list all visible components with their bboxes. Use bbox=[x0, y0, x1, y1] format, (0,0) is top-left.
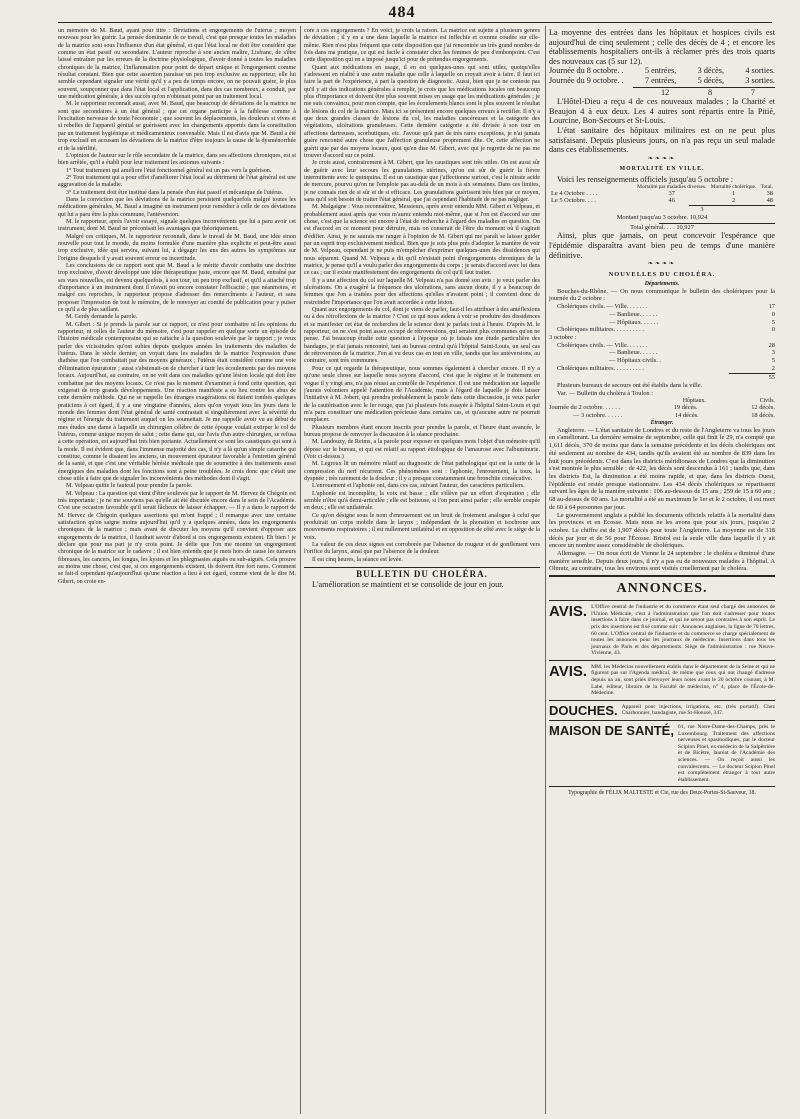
imprint: Typographie de FÉLIX MALTESTE et Cie, rue des Deux-Portes-St-Sauveur, 18. bbox=[568, 790, 756, 797]
mortality-heading: MORTALITÉ EN VILLE. bbox=[619, 165, 705, 172]
paragraph: 2° Tout traitement qui a pour effet d'améliorer l'état local au détriment de l'état général est une aggravation de la maladie. bbox=[58, 174, 296, 189]
ad-douches bbox=[549, 704, 775, 717]
paragraph: Le gouvernement anglais a publié les documents officiels relatifs à la mortalité dans les provinces et en Écosse. Mais nous ne les avons que pour six jours, jusqu'au 2 octobre. Le chiffre est de 1,907 décès pour toute l'Angleterre. La moyenne est de 318 décès par jour et de 56 pour l'Écosse. Bristol est la seule ville dans laquelle il y ait encore un nombre assez considérable de cholériques. bbox=[549, 511, 775, 550]
table-header-row: Mortalité par maladies diverses. Mortalité cholérique. Total. bbox=[637, 184, 773, 191]
mortality-total: Total général. . . . 10,927 bbox=[630, 223, 694, 231]
table-row: Journée du 2 octobre. . . . . . 19 décès. 12 décès. bbox=[549, 404, 775, 412]
paragraph: 3° Le traitement doit être institué dans la pensée d'un état passif et mécanique de l'utérus. bbox=[66, 189, 284, 196]
bdr-table-1 bbox=[549, 303, 775, 334]
table-row: Cholériques civils. — Ville. . . . . . . 17 bbox=[557, 303, 775, 311]
paragraph: Ainsi, plus que jamais, on peut concevoir l'espérance que l'épidémie disparaîtra avant bien peu de temps d'une manière définitive. bbox=[549, 231, 775, 260]
paragraph: M. Velpeau quitte le fauteuil pour prendre la parole. bbox=[66, 483, 193, 490]
bdr-table-2 bbox=[549, 342, 775, 373]
paragraph: L'opinion de l'auteur sur le rôle secondaire de la matrice, dans ses affections chroniques, est si bien arrêtée, qu'il a établi pour leur traitement les axiomes suivants : bbox=[58, 152, 296, 167]
paragraph: Il y a une affection du col sur laquelle M. Velpeau n'a pas donné son avis : je veux parler des ulcérations. On a exagéré la fréquence des ulcérations, sans aucun doute, il y a beaucoup de femmes que l'on a traitées pour des affections qu'elles n'avaient point ; il convient donc de restreindre l'importance que l'on avait accordée à cette lésion. bbox=[304, 277, 540, 306]
paragraph: L'Hôtel-Dieu a reçu 4 de ces nouveaux malades ; la Charité et Beaujon 4 à eux deux. Les 4 autres sont répartis entre la Pitié, Lourcine, Bon-Secours et St-Louis. bbox=[549, 97, 775, 126]
paragraph: Plusieurs bureaux de secours ont été établis dans la ville. bbox=[557, 382, 703, 390]
paragraph: M. Landouzy, de Reims, a la parole pour exposer en quelques mots l'objet d'un mémoire qu'il dépose sur le bureau, et qui est relatif au rapport étiologique de l'amaurose avec l'albuminurie. (Voir ci-dessus.) bbox=[304, 439, 540, 460]
mortality-montant: Montant jusqu'au 3 octobre. 10,924 bbox=[616, 213, 708, 221]
paragraph: M. Malgaigne : Vous reconnaîtrez, Messieurs, après avoir entendu MM. Gibert et Velpeau, et probablement aussi après que vous m'aurez entendu moi-même, que si l'on est d'accord sur une chose, c'est que la science est encore à l'état de recherche à l'égard des maladies en question. On est d'accord en ce moment pour détruire, mais on conserait de l'être du moment où il s'agirait d'édifier. Ainsi, je ne saurais me ranger à l'opinion de M. Gibert qui me paraît se laisser guider par un esprit trop exclusivement médical. Bien que je sois plus près d'adopter la manière de voir de M. Velpeau, cependant je ne puis m'empêcher d'exprimer quelques-unes des dissidences qui nous séparent. Quand M. Velpeau a dit qu'il n'existait point d'engorgements chroniques de la matrice, je pense qu'il a voulu parler des engorgements du corps ; je serais d'accord avec lui dans ce cas ; car il existe manifestement des engorgements du col qu'il faut traiter. bbox=[304, 204, 540, 277]
column-1 bbox=[58, 28, 296, 1116]
paragraph: L'état sanitaire des hôpitaux militaires est on ne peut plus satisfaisant. Depuis plusieurs jours, on n'a pas reçu un seul malade dans ces établissements. bbox=[549, 125, 775, 155]
paragraph: M. Gibert : Si je prends la parole sur ce rapport, ce n'est pour combattre ni les opinions du rapporteur, ni celles de l'auteur du mémoire, c'est pour rappeler en quelque sorte un épisode de l'histoire médicale contemporaine qui se rattache à la question soulevée par le rapport ; je veux parler des vicissitudes qu'ont subies depuis quelques années les traitements des maladies de l'utérus. Dans le siècle dernier, on voyait dans les maladies de la matrice l'expression d'une diathèse que l'on combattait par des moyens généraux ; l'utérus était considéré comme une voie d'élimination épuratoire ; aussi s'abstenait-on de chercher à tarir les écoulements par des moyens locaux. Aujourd'hui, au contraire, on ne voit dans ces maladies qu'une lésion locale qui doit être combattue par des moyens locaux. Ce n'est pas le moment d'examiner à fond cette question, qui exigerait de trop grands développements. Une réaction manifeste a eu lieu contre les abus de cette dernière méthode. Qui ne se rappelle les étranges exagérations où étaient tombés quelques praticiens à cet égard, il y a une vingtaine d'années, alors qu'on voyait tous les jours dans le monde des femmes dont l'état général de santé contrastait si singulièrement avec la sévérité du régime et l'énergie du traitement auquel on les soumettait. Je me rappelle avoir vu au début de mes études une dame à laquelle un chirurgien célèbre de cette époque voulait extirper le col de l'utérus, comme unique moyen de salut ; cette dame qui, sur l'avis d'un autre chirurgien, se refusa à cette opération, est aujourd'hui très bien portante. Actuellement ce sont les caustiques qui sont à la mode. Il est évident que, dans l'immense majorité des cas, il n'y a là qu'un simple catarrhe qui constitue, comme le disaient les anciens, un mouvement épurateur favorable à l'entretien général de la santé, et que c'est une véritable hérésie médicale que de soumettre à des traitements aussi énergiques des maladies dont les fonctions sont à peine troublées. Je crois donc que c'était une chose utile à faire que de signaler les inconvénients des méthodes dont il s'agit. bbox=[58, 321, 296, 482]
paragraph: core à ces engorgements ? En voici, je crois la raison. La matrice est sujette à plusieurs genres de déviation ; il y en a une dans laquelle la matrice est inflechie et comme coudée sur elle-même. Rien n'est plus fréquent que cette disposition que j'ai rencontrée un très grand nombre de fois dans ma pratique, ce qui est facile à constater chez les femmes de peu d'embonpoint. C'est cette disposition qui en a imposé jusqu'ici pour de prétendus engorgements. bbox=[304, 28, 540, 64]
paragraph: M. Velpeau : La question qui vient d'être soulevée par le rapport de M. Hervez de Chégoin est très importante ; je ne me souviens pas qu'elle ait été discutée encore dans le sein de l'Académie. C'est une occasion favorable qu'il serait fâcheux de laisser échapper. — Il y a dans le rapport de M. Hervez de Chégoin quelques assertions qui m'ont frappé ; il remarque avec une certaine satisfaction qu'on saigne moins aujourd'hui qu'il y a quelques années, dans les engorgements chroniques de la matrice ; mais avant de discuter les moyens qu'il convient d'opposer aux engorgements de la matrice, il faudrait savoir d'abord si ces engorgements existent. Eh bien ! je déclare que pour ma part je n'y crois point. Je défie que l'on me montre un engorgement chronique de la matrice sur le cadavre ; il est bien entendu que je mets hors de cause les tumeurs fibreuses, les cancers, les fongus, les kystes et les phlegmasies aiguës ou sub-aiguës. Cela prouve au moins une chose, c'est que, si ces engorgements existent, ils doivent être fort rares. Comment se fait-il cependant qu'aujourd'hui qu'une réaction a lieu à cet égard, comme vient de le dire M. Gibert, on croie en- bbox=[58, 490, 296, 585]
divider bbox=[304, 567, 540, 568]
journees-table bbox=[549, 66, 775, 97]
paragraph: Var. — Bulletin du choléra à Toulon : bbox=[557, 389, 653, 397]
table-row: Le 5 Octobre. . . . 46 2 48 bbox=[551, 197, 773, 205]
ad-text: L'Office central de l'industrie et du commerce étant seul chargé des annonces de l'Union Médicale, c'est à l'administration que l'on doit s'adresser pour toutes insertions à faire dans ce journal, et qui ne seront pas contraires à son esprit. Le prix des insertions est fixé comme suit : Annonces anglaises, la ligne de 70 lettres, 60 cent. L'Office central de l'industrie et du commerce se charge spécialement de toutes les annonces pour les journaux de médecine. Insertions dans tous les journaux de Paris et des départements. Siège de l'administration : rue Neuve-Vivienne, 43. bbox=[591, 604, 775, 657]
ad-text: 61, rue Notre-Dame-des-Champs, près le Luxembourg. Traitement des affections nerveuses et spasmodiques, par le docteur Scipion Pinel, ex-médecin de la Salpêtrière et de Bicêtre, lauréat de l'Académie des sciences. — On reçoit aussi les convalescents. — Le docteur Scipion Pinel est complètement étranger à tout autre établissement. bbox=[677, 724, 775, 783]
table-row: — Hôpitaux. . . . . . 5 bbox=[609, 318, 775, 326]
paragraph: Je crois aussi, contrairement à M. Gibert, que les caustiques sont très utiles. On est aussi sûr de guérir avec leur secours les granulations utérines, qu'on est sûr de guérir la fièvre intermittente avec le quinquina. Il est un caustique que j'affectionne surtout, c'est le nitrate acide de mercure, pourvu qu'on ne l'emploie pas au-delà de un mois à six semaines. Dans ces limites, je ne connais rien de si sûr et de si efficace. Les granulations guérissent très bien par ce moyen, sans qu'il soit besoin de traiter l'état général, que j'ai cependant l'habitude de ne pas négliger. bbox=[304, 160, 540, 203]
ad-title: AVIS. bbox=[549, 662, 588, 680]
table-row: — 3 octobre. . . . . . 14 décès. 18 décès. bbox=[573, 412, 775, 420]
divider bbox=[549, 575, 775, 577]
mortality-sub: 3 bbox=[700, 206, 704, 214]
bdr-total: 55 bbox=[768, 374, 775, 382]
paragraph: Quant aux engorgements du col, dont je viens de parler, faut-il les attribuer à des antéflexions ou à des rétroflexions de la matrice ? C'est ce qui nous aidera à voir se produire des dissidences et se manifester cet état de recherches de la science dont je parlais tout à l'heure. D'après M. le rapporteur, on ne s'est point assez occupé de rétroversions, qui seraient plus communes qu'on ne pense. J'ai beaucoup étudié cette question à l'époque où je faisais une étude particulière des bandages, je n'ai jamais rencontré, tant au bureau central qu'à l'hôpital Saint-Louis, un seul cas de rétroversion de la matrice. J'en ai vu deux cas en tout en ville, tandis que les antéversions, au contraire, sont très communes. bbox=[304, 307, 540, 365]
divider bbox=[549, 700, 775, 701]
paragraph: M. Gerdy demande la parole. bbox=[66, 314, 138, 321]
ad-avis-office bbox=[549, 604, 775, 657]
paragraph: Malgré ces critiques, M. le rapporteur reconnaît, dans le travail de M. Baud, une idée sinon nouvelle pour tout le monde, du moins formulée d'une manière plus explicite et peut-être aussi trop exclusive, idée qui servira, suivant lui, à dégager les uns des autres les symptômes sur l'origine desquels il y avait souvent erreur ou incertitude. bbox=[58, 233, 296, 262]
paragraph: Voici les renseignements officiels jusqu'au 5 octobre : bbox=[557, 174, 734, 184]
paragraph: Allemagne. — On nous écrit de Vienne le 24 septembre : le choléra a diminué d'une manière sensible. Depuis deux jours, il n'y a pas eu de nouveaux malades à l'hôpital. A Olmutz, au contraire, tous les environs sont visités cruellement par le choléra. bbox=[549, 550, 775, 573]
ad-avis-medecins bbox=[549, 664, 775, 697]
table-row: Cholériques militaires. . . . . . . . . . 2 bbox=[557, 364, 775, 372]
etranger-subheading: Étranger. bbox=[650, 419, 674, 426]
divider bbox=[549, 660, 775, 661]
paragraph: un mémoire de M. Baud, ayant pour titre : Déviations et engorgements de l'utérus ; moyen nouveau pour les guérir. La pensée dominante de ce travail, c'est que presque toutes les maladies de la matrice sont sous l'influence d'un état général, et que l'état local ne doit être considéré que comme un état passif ou secondaire. L'auteur reproche à son ancien maître, Lisfranc, de s'être laissé entraîner par les erreurs de la doctrine physiologique, d'avoir donné à toutes les maladies chroniques de la matrice, l'inflammation pour point de départ unique et l'engorgement comme résultat constant. Bien que cette assertion paraisse un peu trop exclusive au rapporteur, elle lui semble cependant signaler une vérité qu'il y a peu de temps encore, on ne pouvait guère, le plus souvent, soupçonner que dans l'état local et l'application, dans des cas nombreux, a conduit, par une médication générale, à des succès qu'on n'obtenait point par un traitement local. bbox=[58, 28, 296, 101]
paragraph: L'enrouement et l'aphonie ont, dans ces cas, suivant l'auteur, des caractères particuliers. bbox=[312, 483, 525, 490]
paragraph: Plusieurs membres étant encore inscrits pour prendre la parole, et l'heure étant avancée, le bureau propose de renvoyer la discussion à la séance prochaine. bbox=[304, 424, 540, 438]
paragraph: 1° Tout traitement qui améliore l'état fonctionnel général est un pas vers la guérison. bbox=[66, 167, 272, 174]
mortality-table bbox=[549, 184, 775, 204]
paragraph: Il est cinq heures, la séance est levée. bbox=[312, 556, 403, 563]
paragraph: La moyenne des entrées dans les hôpitaux et hospices civils est aujourd'hui de cinq seulement ; celle des décès de 4 ; et encore les établissements hospitaliers ont-ils à réclamer près des trois quarts des nouveaux cas (5 sur 12). bbox=[549, 28, 775, 66]
ad-title: DOUCHES. bbox=[549, 702, 618, 718]
paragraph: L'amélioration se maintient et se consolide de jour en jour. bbox=[312, 580, 504, 590]
ad-title: AVIS. bbox=[549, 603, 588, 621]
paragraph: M. le rapporteur, après l'avoir essayé, signale quelques inconvénients que lui a paru avoir cet instrument, dont M. Baud ne préconisait les avantages que théoriquement. bbox=[58, 218, 296, 233]
ad-maison-de-sante bbox=[549, 724, 775, 783]
journee-total-row: 12 8 7 bbox=[661, 87, 755, 97]
ornament: ❧❧❧❧ bbox=[647, 155, 677, 162]
departements-subheading: Départements. bbox=[644, 280, 680, 287]
paragraph: Quant aux médications en usage, il en est quelques-unes qui sont utiles, quoiqu'elles s'adressent en réalité à une autre maladie que celle à laquelle on croyait avoir à faire. Il faut ici faire la part de l'expérience, à part la question de diagnostic. Aussi, bien que je ne conteste pas qu'il y ait des indications générales à remplir, je crois que les médications locales ont beaucoup plus d'importance et doivent être plus souvent mises en usage que les médications générales ; je me suis convaincu, pour mon compte, que les écoulements blancs sont le plus souvent le résultat de lésions du col de la matrice. Mais ici se présentent encore quelques erreurs à rectifier. Il n'y a que deux grandes classes de lésions du col, les maladies cancéreuses et la catégorie des végétations, ulcérations granuleuses. Cette dernière catégorie a été divisée à son tour en affections dartreuses, scorbutiques, etc. J'avoue qu'à part de très rares exceptions, je n'ai jamais guère rencontré autre chose que l'affection granuleuse proprement dite. Or, cette affection ne guérit que par des moyens locaux, quoi qu'en dise M. Gibert, avec qui je regrette de ne pas me trouver d'accord sur ce point. bbox=[304, 64, 540, 159]
paragraph: M. Legroux lit un mémoire relatif au diagnostic de l'état pathologique qui est la suite de la compression du nerf récurrent. Ces phénomènes sont : l'aphonie, l'enrouement, la toux, la dyspnée ; très rarement de la douleur ; il y a presque constamment une bronchite consécutive. bbox=[304, 461, 540, 482]
paragraph: Pour ce qui regarde la thérapeutique, nous sommes également à chercher encore. Il n'y a qu'une seule chose sur laquelle nous soyons d'accord, c'est que le régime et le traitement en vogue il y vingt ans, n'a pas réussi au contrôle de l'expérience. Il est une médication sur laquelle j'aurais volontiers appelé l'attention de l'Académie, mais à l'égard de laquelle je dois laisser l'initiative à M. Jobert, qui prendra probablement la parole dans cette discussion, je veux parler de la cautérisation avec le fer rouge, que j'ai plusieurs fois essayée à l'hôpital Saint-Louis et qui m'a paru constituer une médication précieuse dans certains cas, et qu'aucune autre ne pourrait remplacer. bbox=[304, 365, 540, 424]
divider bbox=[549, 786, 775, 787]
column-divider bbox=[545, 26, 546, 1114]
header-rule bbox=[58, 22, 772, 23]
journee-row: Journée du 8 octobre. . 5 entrées, 3 décès, 4 sorties. bbox=[549, 66, 775, 76]
var-table bbox=[549, 398, 775, 420]
ornament: ❧❧❧❧ bbox=[647, 261, 677, 268]
ad-text: MM. les Médecins nouvellement établis dans le département de la Seine et qui ne figurent pas sur l'Agenda médical, de même que ceux qui ont changé d'adresse depuis un an, sont priés d'envoyer leurs notes avant le 20 octobre courant, à M. Labé, éditeur, libraire de la Faculté de médecine, n° 4, place de l'École-de-Médecine. bbox=[591, 663, 775, 697]
column-2 bbox=[304, 28, 540, 1116]
paragraph: Ce qu'on désigne sous le nom d'enrouement est un bruit de froiement analogue à celui que produirait un corps mobile dans le larynx ; indépendant de la phonation et isochrone aux mouvements respiratoires ; il est nullement unilatéral et en opposition de côté avec le siège de la voix. bbox=[304, 512, 540, 541]
ad-text: Appareil pour injections, irrigations, etc. (très portatif). Chez Charbonnier, bandagiste, rue St-Honoré, 347. bbox=[621, 703, 775, 717]
divider bbox=[549, 600, 775, 601]
bdr-date: 3 octobre : bbox=[549, 333, 577, 341]
nouvelles-heading: NOUVELLES DU CHOLÉRA. bbox=[608, 271, 716, 279]
paragraph: Angleterre. — L'état sanitaire de Londres et du reste de l'Angleterre va tous les jours en s'améliorant. La dernière semaine de septembre, celle qui finit le 29, n'a compté que 1,611 décès, 370 de moins que dans la semaine précédente et les décès cholériques ont été seulement au nombre de 434, tandis qu'ils avaient été au nombre de 839 dans les huit jours précédents. C'est dans les districts méridionaux de Londres que la diminution s'est montrée le plus sensible : de 422, les décès sont descendus à 161 ; tandis que, dans les districts Est, la diminution a été moins rapide, et que, dans les districts Ouest, l'épidémie est restée presque stationnaire. Les 434 décès cholériques se répartissent suivant les âges de la manière suivante : 106 au-dessous de 15 ans ; 259 de 15 à 60 ans ; 68 au-dessus de 60 ans. La mortalité a été au maximum le 1er et le 2 octobre, il est mort de 60 à 64 personnes par jour. bbox=[549, 426, 775, 511]
divider bbox=[549, 720, 775, 721]
table-row: Le 4 Octobre . . . . 37 1 38 bbox=[551, 190, 773, 198]
column-3 bbox=[549, 28, 775, 1116]
paragraph: Les conclusions de ce rapport sont que M. Baud a le mérite d'avoir combattu une doctrine trop exclusive, d'avoir développé une idée thérapeutique juste, encore que M. Baud, entraîné par ses vues nouvelles, est devenu quelquefois, à son tour, un peu trop exclusif, et qu'il a attaché trop d'importance à un instrument dont il n'avait pu encore constater l'efficacité ; que néanmoins, et malgré ces reproches, le rapporteur propose d'adresser des remercîments à l'auteur, et sans proposer l'impression de tout le mémoire, de le renvoyer au comité de publication pour y puiser ce qu'il a de plus saillant. bbox=[58, 263, 296, 314]
bulletin-heading: BULLETIN DU CHOLÉRA. bbox=[356, 569, 488, 580]
table-row: Cholériques militaires. . . . . . . . . . 0 bbox=[557, 326, 775, 334]
annonces-heading: ANNONCES. bbox=[616, 581, 708, 597]
paragraph: Dans la conviction que les déviations de la matrice persistent quelquefois malgré toutes les médications générales, M. Baud a imaginé un instrument pour remédier à celle de ces déviations qui lui a paru être la plus commune, l'antéversion. bbox=[58, 196, 296, 218]
table-row: — Hôpitaux civils. . 5 bbox=[609, 357, 775, 365]
paragraph: Bouches-du-Rhône. — On nous communique le bulletin des cholériques pour la journée du 2 octobre : bbox=[549, 287, 775, 303]
table-row: — Banlieue. . . . . . 0 bbox=[609, 310, 775, 318]
paragraph: M. le rapporteur reconnaît aussi, avec M. Baud, que beaucoup de déviations de la matrice ne sont que secondaires à un état général ; que cet organe participe à la faiblesse comme à l'excitation nerveuse de toute l'économie ; que souvent les déplacements, les douleurs si vives et si rebelles de l'appareil génital se guérissent avec les changements apportés dans la constitution par un traitement hygiénique et médicamenteux convenable. Mais il est d'avis que M. Baud a été trop exclusif en accusant les déviations de la matrice d'être toujours la cause de la dysménorrhée et de la stérilité. bbox=[58, 101, 296, 152]
journee-row: Journée du 9 octobre. . 7 entrées, 5 décès, 3 sorties. bbox=[549, 75, 775, 85]
table-row: Cholériques civils. — Ville. . . . . . . 28 bbox=[557, 341, 775, 349]
table-row: — Banlieue. . . . . . 3 bbox=[609, 349, 775, 357]
column-divider bbox=[300, 26, 301, 1114]
paragraph: La valeur de ces deux signes est corroborée par l'absence de rougeur et de gonflement vers l'orifice du larynx, ainsi que par l'absence de la douleur. bbox=[304, 542, 540, 556]
ad-title: MAISON DE SANTÉ, bbox=[549, 723, 674, 739]
table-header-row: Hôpitaux. Civils. bbox=[682, 397, 775, 404]
page-number: 484 bbox=[388, 4, 416, 21]
paragraph: L'aphonie est incomplète, la voix est basse ; elle s'élève par un effort d'expiration ; elle semble n'être qu'à demi-articulée ; elle est boiteuse, si l'on peut ainsi parler ; elle semble coupée en deux ; elle est unilatérale. bbox=[304, 490, 540, 512]
